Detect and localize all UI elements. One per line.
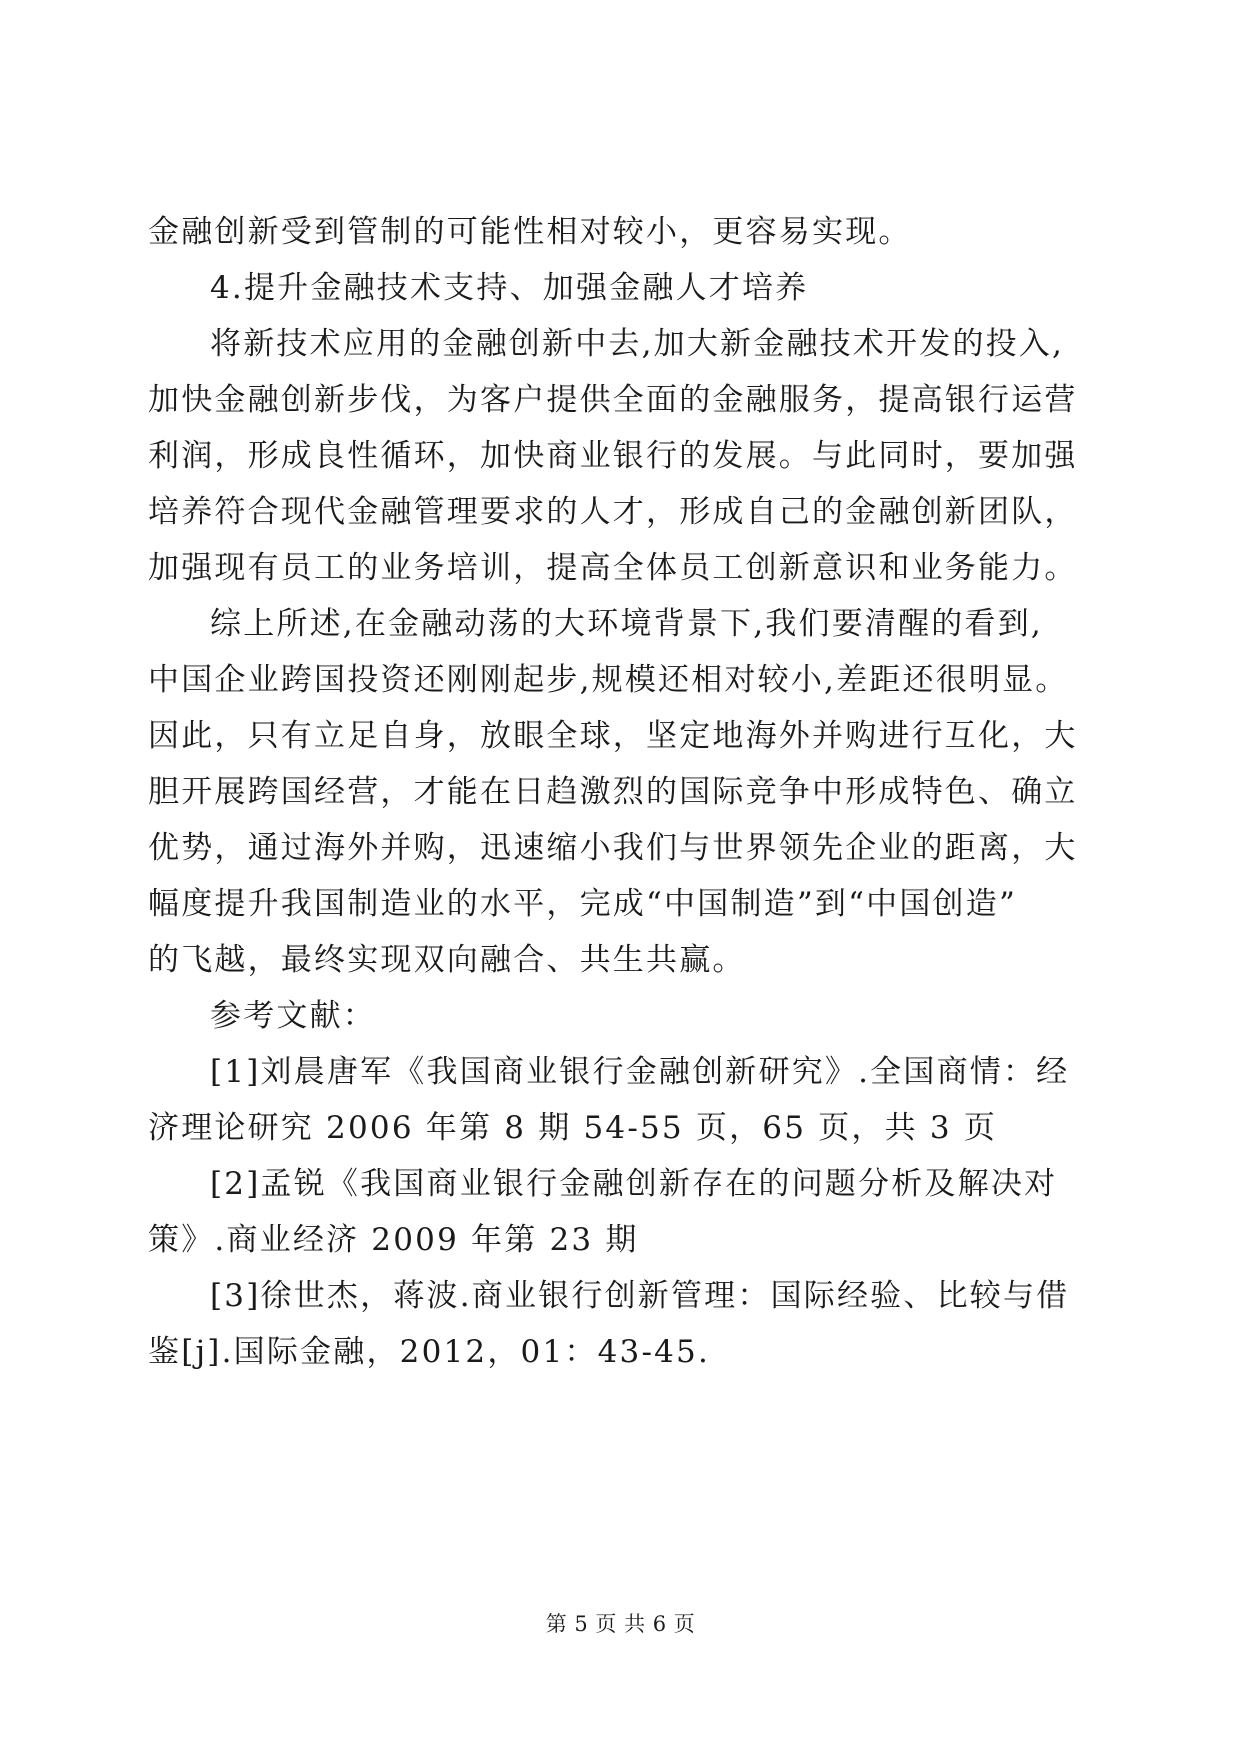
section-heading: 4.提升金融技术支持、加强金融人才培养 [210, 270, 809, 306]
reference-line: [2]孟锐《我国商业银行金融创新存在的问题分析及解决对 [210, 1166, 1058, 1202]
body-text-line: 综上所述,在金融动荡的大环境背景下,我们要清醒的看到, [210, 606, 1043, 642]
reference-line: [3]徐世杰，蒋波.商业银行创新管理：国际经验、比较与借 [210, 1278, 1070, 1314]
reference-line: [1]刘晨唐军《我国商业银行金融创新研究》.全国商情：经 [210, 1054, 1070, 1090]
body-text-line: 将新技术应用的金融创新中去,加大新金融技术开发的投入, [210, 326, 1065, 362]
body-text-line: 中国企业跨国投资还刚刚起步,规模还相对较小,差距还很明显。 [148, 662, 1069, 698]
body-text-line: 加快金融创新步伐，为客户提供全面的金融服务，提高银行运营 [148, 382, 1078, 418]
body-text-line: 培养符合现代金融管理要求的人才，形成自己的金融创新团队， [148, 494, 1078, 530]
body-text-line: 的飞越，最终实现双向融合、共生共赢。 [148, 942, 746, 978]
reference-line: 济理论研究 2006 年第 8 期 54-55 页，65 页，共 3 页 [148, 1110, 998, 1146]
body-text-line: 加强现有员工的业务培训，提高全体员工创新意识和业务能力。 [148, 550, 1078, 586]
body-text-line: 优势，通过海外并购，迅速缩小我们与世界领先企业的距离，大 [148, 830, 1078, 866]
reference-line: 鉴[j].国际金融，2012，01：43-45. [148, 1334, 711, 1370]
body-text-line: 胆开展跨国经营，才能在日趋激烈的国际竞争中形成特色、确立 [148, 774, 1078, 810]
body-text-line: 金融创新受到管制的可能性相对较小，更容易实现。 [148, 214, 912, 250]
body-text-line: 幅度提升我国制造业的水平，完成“中国制造”到“中国创造” [148, 886, 1017, 922]
body-text-line: 利润，形成良性循环，加快商业银行的发展。与此同时，要加强 [148, 438, 1078, 474]
page-number-footer: 第 5 页 共 6 页 [545, 1612, 696, 1636]
reference-line: 策》.商业经济 2009 年第 23 期 [148, 1222, 639, 1258]
references-heading: 参考文献： [210, 998, 376, 1034]
body-text-line: 因此，只有立足自身，放眼全球，坚定地海外并购进行互化，大 [148, 718, 1078, 754]
